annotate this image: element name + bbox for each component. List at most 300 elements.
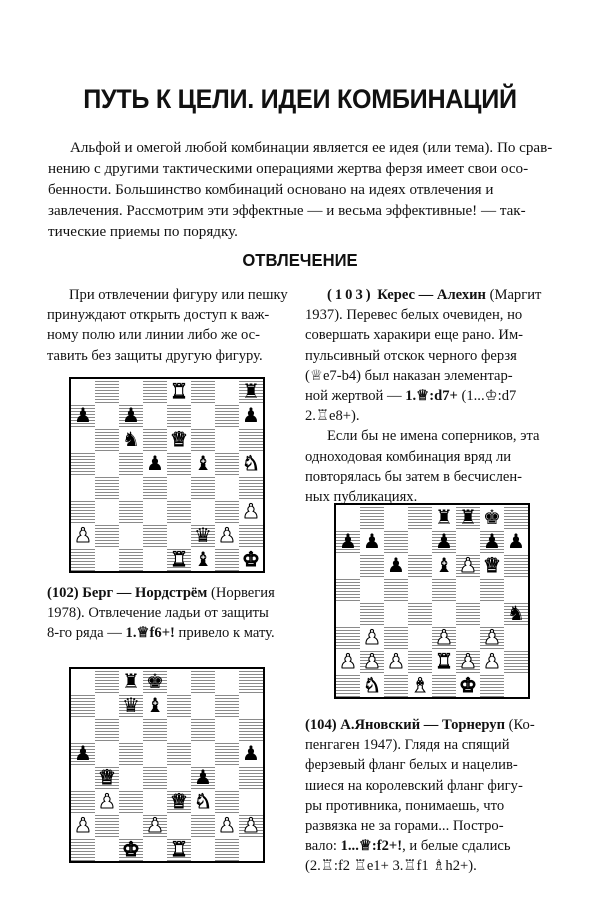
board-square [384, 505, 408, 529]
board-square [239, 379, 263, 403]
board-square [143, 499, 167, 523]
white-bishop-icon: ♝ [411, 673, 429, 697]
white-pawn-icon: ♟ [218, 523, 236, 547]
white-rook-icon: ♜ [170, 547, 188, 571]
black-rook-icon: ♜ [435, 505, 453, 529]
chess-diagram-104 [334, 503, 530, 699]
board-square [456, 529, 480, 553]
game-players: А.Яновский — Торнеруп [340, 717, 506, 733]
board-square [191, 813, 215, 837]
black-bishop-icon: ♝ [194, 547, 212, 571]
caption-line: 2.♖e8+). [305, 408, 360, 425]
game-number: (104) [305, 717, 337, 733]
board-square [480, 577, 504, 601]
move-notation: 1.♕f6+! [125, 625, 175, 642]
black-rook-icon: ♜ [122, 669, 140, 693]
board-square [384, 529, 408, 553]
section-heading: ОТВЛЕЧЕНИЕ [242, 250, 358, 270]
board-square [143, 813, 167, 837]
board-square [504, 625, 528, 649]
board-square [432, 577, 456, 601]
board-square [384, 553, 408, 577]
board-square [408, 601, 432, 625]
black-pawn-icon: ♟ [74, 403, 92, 427]
board-square [480, 529, 504, 553]
board-square [384, 601, 408, 625]
board-square [504, 505, 528, 529]
caption-text: привело к мату. [174, 625, 275, 642]
board-square [71, 379, 95, 403]
board-square [408, 577, 432, 601]
white-pawn-icon: ♟ [435, 625, 453, 649]
board-square [71, 427, 95, 451]
move-notation: 1...♕:f2+! [340, 838, 403, 855]
black-queen-icon: ♛ [122, 693, 140, 717]
board-square [360, 529, 384, 553]
caption-text: , и белые сдались [402, 838, 511, 855]
board-square [167, 789, 191, 813]
definition-paragraph [47, 285, 288, 366]
black-pawn-icon: ♟ [435, 529, 453, 553]
caption-line: ры противника, понимаешь, что [305, 797, 505, 814]
board-square [336, 649, 360, 673]
game-players: Берг — Нордстрём [82, 585, 208, 601]
board-square [143, 451, 167, 475]
board-square [215, 717, 239, 741]
board-square [119, 451, 143, 475]
board-square [143, 523, 167, 547]
board-square [143, 837, 167, 861]
board-square [456, 649, 480, 673]
board-square [215, 547, 239, 571]
board-square [215, 475, 239, 499]
white-queen-icon: ♛ [483, 553, 501, 577]
board-square [360, 553, 384, 577]
black-pawn-icon: ♟ [387, 553, 405, 577]
board-square [119, 669, 143, 693]
white-rook-icon: ♜ [435, 649, 453, 673]
board-square [167, 765, 191, 789]
caption-line: повторялась бы затем в бесчислен- [305, 468, 523, 485]
board-square [71, 547, 95, 571]
intro-line: нению с другими тактическими операциями жертва ферзя имеет свои осо- [48, 161, 529, 177]
board-square [456, 673, 480, 697]
caption-line: пульсивный отскок черного ферзя [305, 347, 517, 364]
white-queen-icon: ♛ [170, 789, 188, 813]
white-rook-icon: ♜ [170, 379, 188, 403]
board-square [191, 669, 215, 693]
board-square [336, 553, 360, 577]
board-square [167, 813, 191, 837]
board-square [71, 717, 95, 741]
board-square [215, 499, 239, 523]
white-pawn-icon: ♟ [242, 499, 260, 523]
board-square [191, 379, 215, 403]
board-square [504, 553, 528, 577]
black-pawn-icon: ♟ [242, 741, 260, 765]
caption-104 [305, 715, 559, 877]
white-pawn-icon: ♟ [74, 813, 92, 837]
white-queen-icon: ♛ [98, 765, 116, 789]
board-square [239, 717, 263, 741]
board-square [191, 499, 215, 523]
board-square [360, 673, 384, 697]
board-square [360, 625, 384, 649]
white-knight-icon: ♞ [242, 451, 260, 475]
board-square [432, 649, 456, 673]
caption-line: пенгаген 1947). Глядя на спящий [305, 737, 510, 754]
board-square [239, 547, 263, 571]
caption-line [47, 623, 287, 643]
black-king-icon: ♚ [483, 505, 501, 529]
board-square [95, 789, 119, 813]
caption-line: ферзевый фланг белых и нацелив- [305, 757, 518, 774]
board-square [95, 475, 119, 499]
white-pawn-icon: ♟ [218, 813, 236, 837]
text-line: принуждают открыть доступ к важ- [47, 307, 270, 324]
board-square [504, 601, 528, 625]
board-square [71, 813, 95, 837]
board-square [239, 837, 263, 861]
board-square [191, 475, 215, 499]
black-bishop-icon: ♝ [194, 451, 212, 475]
white-pawn-icon: ♟ [146, 813, 164, 837]
caption-102 [47, 583, 287, 644]
board-square [95, 741, 119, 765]
board-square [239, 693, 263, 717]
white-pawn-icon: ♟ [98, 789, 116, 813]
board-square [143, 547, 167, 571]
board-square [71, 837, 95, 861]
board-square [456, 625, 480, 649]
board-square [432, 601, 456, 625]
board-square [95, 693, 119, 717]
black-pawn-icon: ♟ [74, 741, 92, 765]
board-square [143, 741, 167, 765]
board-square [480, 625, 504, 649]
white-king-icon: ♚ [459, 673, 477, 697]
board-square [167, 547, 191, 571]
caption-line: совершать харакири еще рано. Им- [305, 327, 524, 344]
board-square [408, 649, 432, 673]
white-pawn-icon: ♟ [74, 523, 92, 547]
board-square [71, 693, 95, 717]
white-pawn-icon: ♟ [387, 649, 405, 673]
game-info: (Норвегия [207, 585, 275, 601]
board-square [239, 475, 263, 499]
intro-line: тические приемы по порядку. [48, 224, 238, 240]
board-square [143, 693, 167, 717]
board-square [480, 601, 504, 625]
board-square [119, 813, 143, 837]
game-number: (103) [327, 287, 374, 303]
board-square [215, 789, 239, 813]
page-title: ПУТЬ К ЦЕЛИ. ИДЕИ КОМБИНАЦИЙ [83, 84, 517, 114]
black-pawn-icon: ♟ [146, 451, 164, 475]
board-square [191, 837, 215, 861]
board-square [167, 693, 191, 717]
board-square [119, 547, 143, 571]
board-square [336, 505, 360, 529]
board-square [191, 547, 215, 571]
board-square [71, 523, 95, 547]
white-king-icon: ♚ [242, 547, 260, 571]
black-rook-icon: ♜ [459, 505, 477, 529]
board-square [384, 649, 408, 673]
caption-line: одноходовая комбинация вряд ли [305, 448, 512, 465]
board-square [239, 499, 263, 523]
board-square [167, 717, 191, 741]
black-pawn-icon: ♟ [507, 529, 525, 553]
board-square [456, 601, 480, 625]
caption-103 [305, 285, 559, 507]
intro-paragraph [48, 138, 554, 243]
board-square [95, 523, 119, 547]
board-square [167, 427, 191, 451]
board-square [360, 601, 384, 625]
caption-line [305, 285, 559, 305]
board-square [71, 451, 95, 475]
text-line: ному полю или линии либо же ос- [47, 327, 260, 344]
caption-line: ных публикациях. [305, 489, 418, 506]
board-square [456, 553, 480, 577]
board-square [95, 379, 119, 403]
board-square [119, 789, 143, 813]
board-square [95, 403, 119, 427]
intro-line: бенности. Большинство комбинаций основано на идеях отвлечения и [48, 182, 494, 198]
board-square [95, 717, 119, 741]
board-square [71, 669, 95, 693]
board-square [336, 601, 360, 625]
caption-line: шиеся на королевский фланг фигу- [305, 777, 523, 794]
black-bishop-icon: ♝ [146, 693, 164, 717]
caption-line: 1978). Отвлечение ладьи от защиты [47, 605, 269, 622]
board-square [239, 765, 263, 789]
black-rook-icon: ♜ [242, 379, 260, 403]
board-square [95, 765, 119, 789]
caption-text: (1...♔:d7 [457, 388, 517, 405]
board-square [215, 403, 239, 427]
text-line: При отвлечении фигуру или пешку [69, 287, 288, 303]
board-square [384, 673, 408, 697]
board-square [215, 669, 239, 693]
board-square [215, 837, 239, 861]
board-square [95, 427, 119, 451]
board-square [408, 529, 432, 553]
board-square [480, 673, 504, 697]
board-square [167, 499, 191, 523]
board-square [408, 625, 432, 649]
board-square [167, 837, 191, 861]
white-pawn-icon: ♟ [363, 649, 381, 673]
board-square [143, 669, 167, 693]
board-square [143, 475, 167, 499]
white-queen-icon: ♛ [170, 427, 188, 451]
board-square [432, 529, 456, 553]
board-square [215, 523, 239, 547]
caption-line: (2.♖:f2 ♖e1+ 3.♖f1 ♗h2+). [305, 858, 477, 875]
board-square [119, 523, 143, 547]
black-king-icon: ♚ [146, 669, 164, 693]
board-square [215, 427, 239, 451]
board-square [71, 741, 95, 765]
board-square [167, 523, 191, 547]
board-square [215, 379, 239, 403]
board-square [167, 741, 191, 765]
black-pawn-icon: ♟ [122, 403, 140, 427]
board-square [239, 523, 263, 547]
board-square [71, 499, 95, 523]
board-square [119, 741, 143, 765]
board-square [119, 837, 143, 861]
board-square [71, 403, 95, 427]
black-pawn-icon: ♟ [194, 765, 212, 789]
board-square [239, 669, 263, 693]
board-square [143, 427, 167, 451]
board-square [167, 379, 191, 403]
board-square [119, 379, 143, 403]
caption-line [305, 386, 559, 406]
board-square [480, 649, 504, 673]
board-square [336, 577, 360, 601]
board-square [239, 789, 263, 813]
black-pawn-icon: ♟ [483, 529, 501, 553]
board-square [336, 625, 360, 649]
board-square [215, 693, 239, 717]
board-square [119, 717, 143, 741]
board-square [336, 529, 360, 553]
board-square [432, 625, 456, 649]
board-square [143, 403, 167, 427]
board-square [119, 475, 143, 499]
black-bishop-icon: ♝ [435, 553, 453, 577]
board-square [408, 673, 432, 697]
board-square [215, 813, 239, 837]
caption-text: ной жертвой — [305, 388, 406, 405]
black-pawn-icon: ♟ [363, 529, 381, 553]
black-knight-icon: ♞ [122, 427, 140, 451]
board-square [215, 741, 239, 765]
white-pawn-icon: ♟ [459, 553, 477, 577]
black-pawn-icon: ♟ [242, 403, 260, 427]
white-pawn-icon: ♟ [483, 625, 501, 649]
board-square [119, 765, 143, 789]
white-rook-icon: ♜ [170, 837, 188, 861]
board-square [215, 765, 239, 789]
board-square [167, 403, 191, 427]
board-square [191, 403, 215, 427]
board-square [95, 837, 119, 861]
caption-line: (♕e7-b4) был наказан элементар- [305, 367, 513, 384]
board-square [95, 547, 119, 571]
white-king-icon: ♚ [122, 837, 140, 861]
intro-line: Альфой и омегой любой комбинации является ее идея (или тема). По срав- [70, 140, 553, 156]
game-info: (Ко- [505, 717, 535, 733]
game-info: (Маргит [485, 287, 542, 303]
white-pawn-icon: ♟ [459, 649, 477, 673]
board-square [384, 625, 408, 649]
chess-diagram-103 [69, 667, 265, 863]
board-square [504, 577, 528, 601]
board-square [71, 765, 95, 789]
board-square [143, 717, 167, 741]
board-square [119, 499, 143, 523]
board-square [167, 475, 191, 499]
caption-text: вало: [305, 838, 341, 855]
board-square [119, 427, 143, 451]
board-square [432, 505, 456, 529]
black-knight-icon: ♞ [507, 601, 525, 625]
board-square [191, 741, 215, 765]
white-pawn-icon: ♟ [339, 649, 357, 673]
game-number: (102) [47, 585, 79, 601]
board-square [456, 577, 480, 601]
white-knight-icon: ♞ [363, 673, 381, 697]
board-square [504, 529, 528, 553]
board-square [239, 427, 263, 451]
caption-line: Если бы не имена соперников, эта [327, 428, 540, 445]
game-players: Керес — Алехин [373, 287, 486, 303]
board-square [360, 649, 384, 673]
board-square [119, 693, 143, 717]
board-square [480, 553, 504, 577]
board-square [71, 789, 95, 813]
caption-line: 1937). Перевес белых очевиден, но [305, 307, 523, 324]
board-square [191, 523, 215, 547]
board-square [432, 553, 456, 577]
board-square [191, 789, 215, 813]
caption-line [305, 715, 559, 735]
caption-line [305, 836, 559, 856]
board-square [191, 765, 215, 789]
board-square [119, 403, 143, 427]
board-square [336, 673, 360, 697]
text-line: тавить без защиты другую фигуру. [47, 347, 263, 364]
board-square [432, 673, 456, 697]
white-pawn-icon: ♟ [363, 625, 381, 649]
white-pawn-icon: ♟ [242, 813, 260, 837]
chess-diagram-102 [69, 377, 265, 573]
board-square [239, 403, 263, 427]
board-square [167, 451, 191, 475]
board-square [360, 577, 384, 601]
board-square [384, 577, 408, 601]
board-square [191, 427, 215, 451]
caption-text: 8-го ряда — [47, 625, 126, 642]
white-knight-icon: ♞ [194, 789, 212, 813]
board-square [95, 669, 119, 693]
white-pawn-icon: ♟ [483, 649, 501, 673]
board-square [408, 505, 432, 529]
board-square [215, 451, 239, 475]
board-square [191, 717, 215, 741]
board-square [408, 553, 432, 577]
board-square [504, 649, 528, 673]
move-notation: 1.♕:d7+ [405, 388, 458, 405]
black-queen-icon: ♛ [194, 523, 212, 547]
board-square [143, 765, 167, 789]
board-square [239, 741, 263, 765]
board-square [191, 693, 215, 717]
caption-line [47, 583, 287, 603]
board-square [95, 813, 119, 837]
board-square [167, 669, 191, 693]
board-square [191, 451, 215, 475]
intro-line: завлечения. Рассмотрим эти эффектные — и весьма эффективные! — так- [48, 203, 526, 219]
board-square [143, 789, 167, 813]
board-square [95, 499, 119, 523]
black-pawn-icon: ♟ [339, 529, 357, 553]
